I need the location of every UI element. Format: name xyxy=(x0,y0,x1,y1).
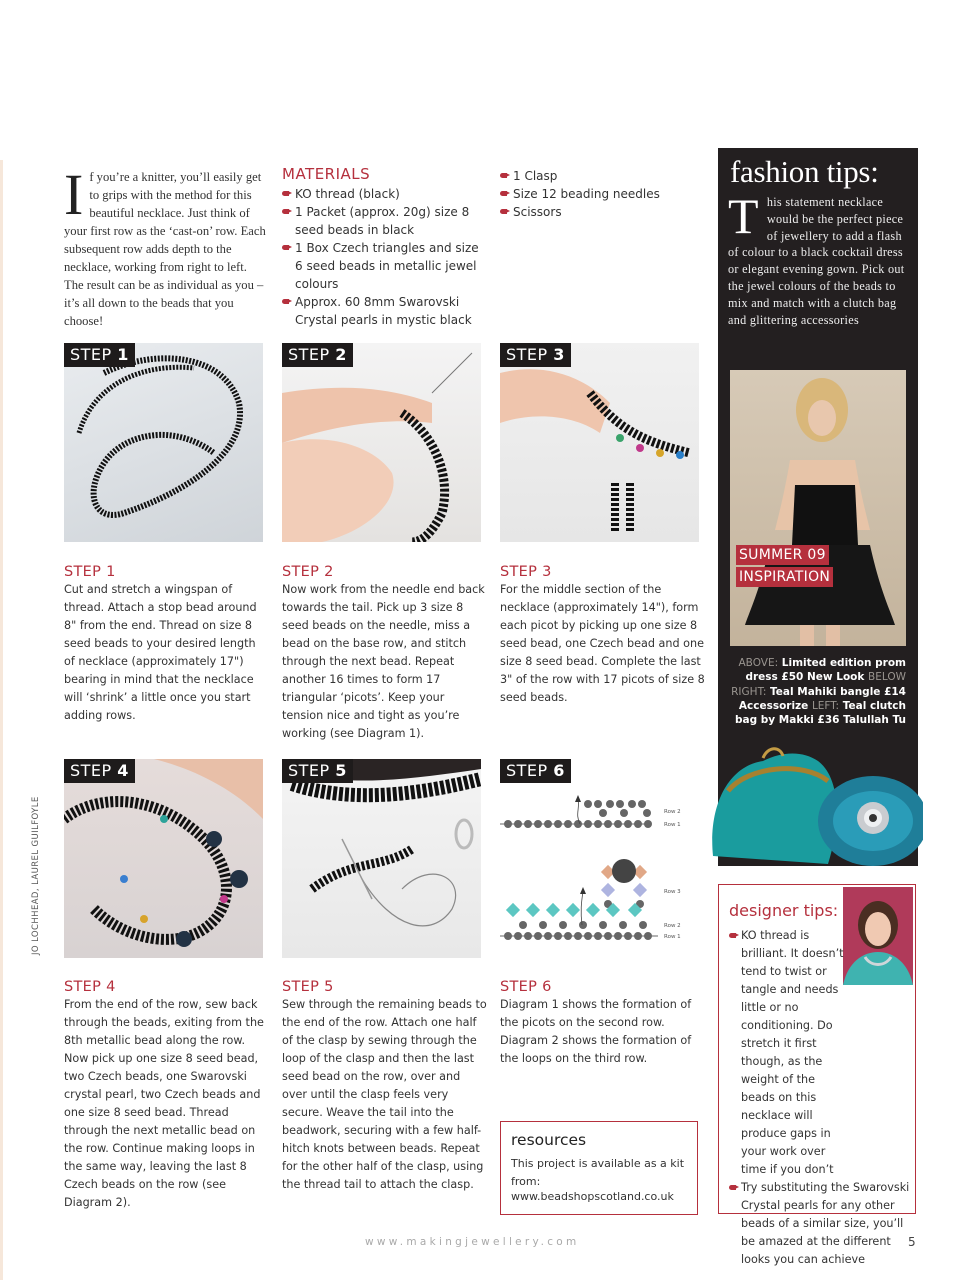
footer-website[interactable]: www.makingjewellery.com xyxy=(365,1236,580,1248)
materials-list-1 xyxy=(282,185,487,329)
fashion-tips-text: This statement necklace would be the perfect piece of jewellery to add a flash of colour to a black cocktail dress or elegant evening gown. Pick out the jewel colours of the beads to mix and match with a clutch bag and glittering accessories xyxy=(728,188,905,327)
step-6-label: STEP 6 xyxy=(500,759,571,783)
model-photo xyxy=(730,370,906,646)
svg-text:Row 1: Row 1 xyxy=(664,822,681,828)
materials-item: Approx. 60 8mm Swarovski Crystal pearls in mystic black xyxy=(282,293,487,329)
arrow-bullet-icon xyxy=(729,1185,739,1190)
svg-text:Row 1: Row 1 xyxy=(664,934,681,940)
clasp-attachment-image xyxy=(282,759,481,958)
step-6-block xyxy=(500,978,700,1068)
designer-tip: KO thread is brilliant. It doesn’t tend to twist or tangle and needs little or no conditioning. Do stretch it first though, as the weight of the beads on this necklace will produce gaps in your work over time if you don’t xyxy=(729,927,849,1179)
svg-text:Row 2: Row 2 xyxy=(664,923,681,929)
step-1-label: STEP 1 xyxy=(64,343,135,367)
arrow-bullet-icon xyxy=(729,933,739,938)
arrow-bullet-icon xyxy=(282,245,292,250)
step-5-photo xyxy=(282,759,481,958)
step-3-text: For the middle section of the necklace (approximately 14"), form each picot by picking up one size 8 seed bead, one Czech bead and one size 8 seed bead. Complete the last 3" of the row with 17 picots of size 8 seed beads. xyxy=(500,583,705,704)
step-2-title: STEP 2 xyxy=(282,564,334,580)
materials-item: Scissors xyxy=(500,203,700,221)
intro-paragraph xyxy=(64,162,269,330)
step-3-photo xyxy=(500,343,699,542)
materials-item: Size 12 beading needles xyxy=(500,185,700,203)
step-1-text: Cut and stretch a wingspan of thread. Attach a stop bead around 8" from the end. Thread on size 8 seed beads to your desired length of necklace (approximately 17") bearing in mind that the necklace will ‘shrink’ a little once you start adding rows. xyxy=(64,583,257,722)
step-4-label: STEP 4 xyxy=(64,759,135,783)
materials-item: 1 Box Czech triangles and size 6 seed beads in metallic jewel colours xyxy=(282,239,487,293)
resources-title: resources xyxy=(511,1131,587,1149)
svg-text:Row 2: Row 2 xyxy=(664,809,681,815)
step-2-photo xyxy=(282,343,481,542)
model-in-dress-image xyxy=(730,370,906,646)
step-4-title: STEP 4 xyxy=(64,979,116,995)
designer-tips-box xyxy=(718,884,916,1266)
arrow-bullet-icon xyxy=(282,191,292,196)
materials-list-2 xyxy=(500,167,700,221)
step-1-photo xyxy=(64,343,263,542)
intro-dropcap: I xyxy=(64,162,84,227)
arrow-bullet-icon xyxy=(500,191,510,196)
step-6-diagram xyxy=(500,759,699,958)
arrow-bullet-icon xyxy=(500,209,510,214)
intro-text: f you’re a knitter, you’ll easily get to grips with the method for this beautiful necklace. Just think of your first row as the ‘cast-on’ row. Each subsequent row adds depth to the necklace, working from right to left. The result can be as individual as you – it’s all down to the beads that you choose! xyxy=(64,170,266,328)
designer-tips-title: designer tips: xyxy=(729,901,839,920)
arrow-bullet-icon xyxy=(500,173,510,178)
page-edge xyxy=(0,160,3,1280)
step-4-photo xyxy=(64,759,263,958)
resources-url[interactable]: www.beadshopscotland.co.uk xyxy=(511,1190,674,1203)
step-6-title: STEP 6 xyxy=(500,979,552,995)
arrow-bullet-icon xyxy=(282,209,292,214)
teal-clutch-and-bangle-image xyxy=(708,736,923,871)
step-2-block xyxy=(282,563,487,743)
photo-caption: ABOVE: Limited edition prom dress £50 New Look BELOW RIGHT: Teal Mahiki bangle £14 Accessorize LEFT: Teal clutch bag by Makki £36 Talullah Tu xyxy=(731,657,906,727)
step-3-title: STEP 3 xyxy=(500,564,552,580)
step-5-block xyxy=(282,978,487,1194)
materials-item: 1 Clasp xyxy=(500,167,700,185)
fashion-dropcap: T xyxy=(728,188,759,244)
step-4-text: From the end of the row, sew back through the beads, exiting from the 8th metallic bead along the row. Now pick up one size 8 seed bead, two Czech beads, one Swarovski crystal pearl, two Czech beads and one size 8 seed bead. Thread through the next metallic bead on the row. Continue making loops in the same way, leaving the last 8 Czech beads on the row (see Diagram 2). xyxy=(64,998,264,1209)
step-5-text: Sew through the remaining beads to the end of the row. Attach one half of the clasp by sewing through the loop of the clasp and then the last seed bead on the row, over and over until the clasp feels very secure. Weave the tail into the beadwork, securing with a few half-hitch knots between beads. Repeat for the other half of the clasp, using the thread tail to attach the clasp. xyxy=(282,998,487,1191)
step-4-block xyxy=(64,978,269,1212)
bead-strand-image xyxy=(64,343,263,542)
beaded-loops-image xyxy=(64,759,263,958)
resources-text: This project is available as a kit from: xyxy=(511,1157,685,1188)
fashion-tips-title: fashion tips: xyxy=(730,154,879,189)
step-5-title: STEP 5 xyxy=(282,979,334,995)
designer-tip: Try substituting the Swarovski Crystal pearls for any other beads of a similar size, you’ll be amazed at the different looks you can achieve xyxy=(729,1179,911,1269)
step-1-block xyxy=(64,563,269,725)
materials-title: MATERIALS xyxy=(282,165,371,183)
arrow-bullet-icon xyxy=(282,299,292,304)
beading-diagram xyxy=(500,759,699,958)
step-6-text: Diagram 1 shows the formation of the picots on the second row. Diagram 2 shows the formation of the loops on the third row. xyxy=(500,998,692,1065)
step-3-label: STEP 3 xyxy=(500,343,571,367)
beaded-picots-image xyxy=(500,343,699,542)
resources-box xyxy=(500,1121,698,1215)
step-1-title: STEP 1 xyxy=(64,564,116,580)
step-3-block xyxy=(500,563,705,707)
designer-tips-list xyxy=(729,927,911,1269)
photo-credit: JO LOCHHEAD, LAUREL GUILFOYLE xyxy=(31,796,41,955)
page-number: 5 xyxy=(908,1235,916,1249)
step-2-label: STEP 2 xyxy=(282,343,353,367)
fashion-tips-panel xyxy=(718,148,918,866)
materials-item: KO thread (black) xyxy=(282,185,487,203)
svg-text:Row 3: Row 3 xyxy=(664,889,681,895)
summer-inspiration-tag: SUMMER 09 INSPIRATION xyxy=(736,544,833,587)
step-2-text: Now work from the needle end back towards the tail. Pick up 3 size 8 seed beads on the needle, miss a bead on the base row, and stitch through the next bead. Repeat another 16 times to form 17 triangular ‘picots’. Keep your tension nice and tight as you’re working (see Diagram 1). xyxy=(282,583,485,740)
step-5-label: STEP 5 xyxy=(282,759,353,783)
hand-beading-image xyxy=(282,343,481,542)
materials-item: 1 Packet (approx. 20g) size 8 seed beads in black xyxy=(282,203,487,239)
